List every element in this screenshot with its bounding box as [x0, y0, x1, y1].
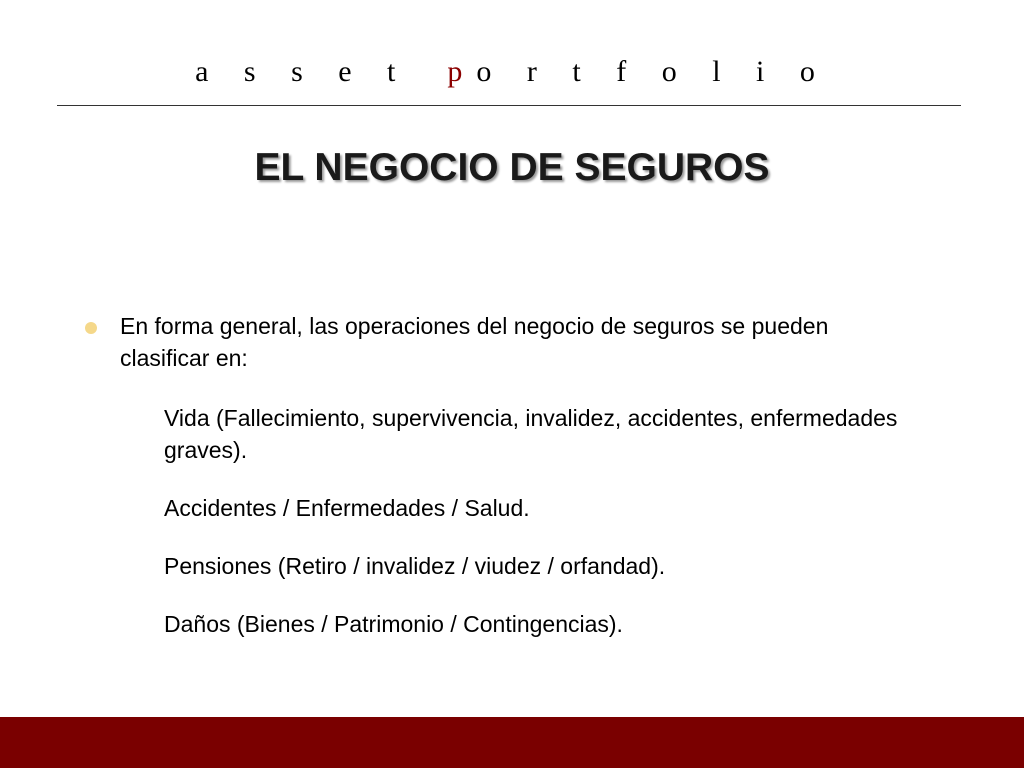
- bullet-dot-icon: [85, 322, 97, 334]
- list-item-danos: Daños (Bienes / Patrimonio / Contingencias).: [164, 611, 623, 637]
- bullet-point: [80, 310, 920, 374]
- brand-word-portfolio: o r t f o l i o: [476, 55, 829, 88]
- footer-bar: [0, 717, 1024, 768]
- list-item-vida: Vida (Fallecimiento, supervivencia, invalidez, accidentes, enfermedades graves).: [164, 405, 898, 463]
- header-divider: [57, 105, 961, 106]
- insurance-types-list: [164, 402, 924, 666]
- brand-word-asset: a s s e t: [195, 55, 410, 88]
- brand-logo: [0, 48, 1024, 96]
- list-item-pensiones: Pensiones (Retiro / invalidez / viudez / orfandad).: [164, 553, 666, 579]
- bullet-text: En forma general, las operaciones del negocio de seguros se pueden clasificar en:: [120, 313, 829, 371]
- list-item-accidentes: Accidentes / Enfermedades / Salud.: [164, 495, 530, 521]
- brand-accent-letter: p: [447, 55, 477, 88]
- slide-title: EL NEGOCIO DE SEGUROS: [254, 146, 770, 189]
